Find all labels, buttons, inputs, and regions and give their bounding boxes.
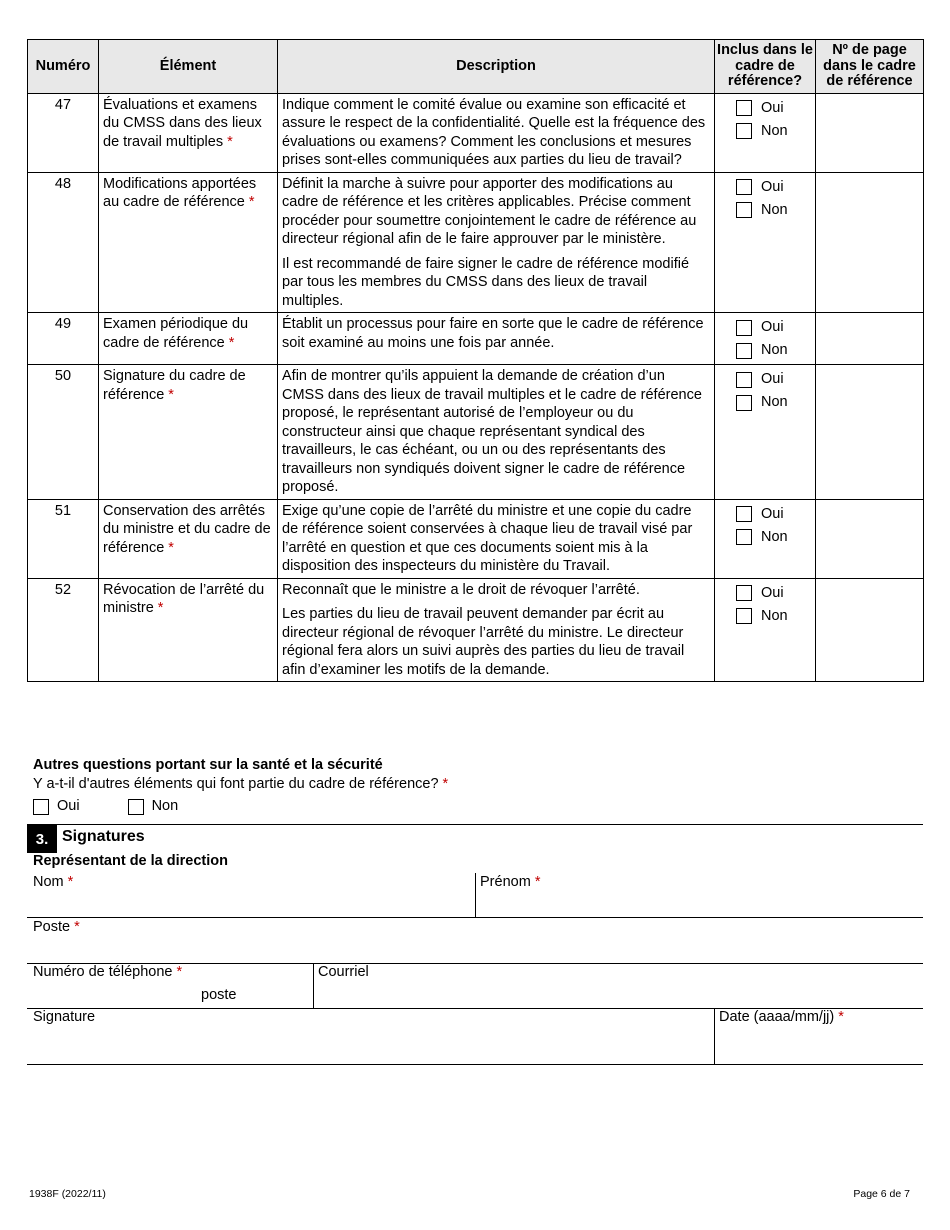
- row-description: [278, 93, 715, 172]
- included-no-option[interactable]: Non: [719, 199, 811, 222]
- row-number: 51: [28, 499, 99, 578]
- row-number: 48: [28, 172, 99, 313]
- description-paragraph: Exige qu’une copie de l’arrêté du ministre et une copie du cadre de référence soient conservées à chaque lieu de travail visé par l’arrêté en question et que ces documents soient mis à la disposition des inspecteurs du ministère du Travail.: [282, 502, 693, 574]
- management-rep-heading: Représentant de la direction: [33, 853, 228, 869]
- included-yes-option[interactable]: Oui: [719, 368, 811, 391]
- included-yes-option[interactable]: Oui: [719, 97, 811, 120]
- row-included: [715, 313, 816, 365]
- row-element: [99, 365, 278, 500]
- included-no-checkbox[interactable]: [736, 123, 752, 139]
- description-paragraph: Reconnaît que le ministre a le droit de révoquer l’arrêté.: [282, 581, 640, 598]
- description-paragraph: Établit un processus pour faire en sorte que le cadre de référence soit examiné au moins une fois par année.: [282, 316, 704, 351]
- row-included: [715, 365, 816, 500]
- header-inclus: Inclus dans le cadre de référence?: [715, 40, 816, 94]
- divider: [714, 1008, 715, 1064]
- row-description: [278, 499, 715, 578]
- required-marker: *: [227, 133, 233, 150]
- extension-input[interactable]: [240, 982, 312, 1006]
- row-element: [99, 172, 278, 313]
- table-row: [28, 172, 924, 313]
- included-no-option[interactable]: Non: [719, 526, 811, 549]
- element-label: Modifications apportées au cadre de référence: [103, 175, 257, 210]
- included-no-option[interactable]: Non: [719, 605, 811, 628]
- nom-input[interactable]: [28, 893, 474, 916]
- element-label: Signature du cadre de référence: [103, 368, 246, 403]
- element-label: Examen périodique du cadre de référence: [103, 316, 249, 351]
- extension-label: poste: [201, 987, 237, 1003]
- row-included: [715, 93, 816, 172]
- required-marker: *: [168, 386, 174, 403]
- included-yes-checkbox[interactable]: [736, 100, 752, 116]
- row-element: [99, 499, 278, 578]
- required-marker: *: [157, 600, 164, 616]
- divider: [27, 1064, 923, 1065]
- required-marker: *: [228, 334, 235, 351]
- telephone-label: Numéro de téléphone *: [33, 964, 183, 980]
- description-paragraph: Indique comment le comité évalue ou examine son efficacité et assure le respect de la confidentialité. Quelle est la fréquence des évaluations ou examens? Comment les conclusions et mesures prises sont-elles communiquées aux parties du lieu de travail?: [282, 96, 706, 168]
- included-yes-checkbox[interactable]: [736, 585, 752, 601]
- telephone-input[interactable]: [28, 982, 196, 1006]
- section-3-header: [27, 824, 923, 848]
- description-paragraph: Définit la marche à suivre pour apporter des modifications au cadre de référence et les critères applicables. Précise comment procéder pour soumettre conjointement le cadre de référence au directeur régional afin de le faire approuver par le ministère.: [282, 175, 697, 247]
- poste-input[interactable]: [28, 938, 922, 962]
- header-description: Description: [278, 40, 715, 94]
- included-yes-checkbox[interactable]: [736, 372, 752, 388]
- table-row: [28, 578, 924, 682]
- row-page-number-input[interactable]: [816, 172, 924, 313]
- section-title: Signatures: [62, 828, 145, 845]
- row-page-number-input[interactable]: [816, 578, 924, 682]
- row-element: [99, 313, 278, 365]
- element-label: Révocation de l’arrêté du ministre: [103, 581, 265, 616]
- section-number: 3.: [27, 825, 57, 853]
- courriel-input[interactable]: [315, 982, 922, 1006]
- other-questions: [33, 756, 448, 815]
- table-row: [28, 313, 924, 365]
- nom-label: Nom *: [33, 874, 74, 890]
- row-number: 52: [28, 578, 99, 682]
- included-yes-option[interactable]: Oui: [719, 316, 811, 339]
- included-yes-option[interactable]: Oui: [719, 176, 811, 199]
- row-page-number-input[interactable]: [816, 93, 924, 172]
- row-description: [278, 578, 715, 682]
- other-yes-checkbox[interactable]: [33, 799, 49, 815]
- included-no-checkbox[interactable]: [736, 202, 752, 218]
- date-label: Date (aaaa/mm/jj) *: [719, 1009, 844, 1025]
- included-yes-checkbox[interactable]: [736, 179, 752, 195]
- header-numero: Numéro: [28, 40, 99, 94]
- included-yes-option[interactable]: Oui: [719, 582, 811, 605]
- row-number: 47: [28, 93, 99, 172]
- divider: [27, 917, 923, 918]
- included-yes-option[interactable]: Oui: [719, 503, 811, 526]
- other-no-checkbox[interactable]: [128, 799, 144, 815]
- other-questions-question: Y a-t-il d'autres éléments qui font partie du cadre de référence? *: [33, 776, 449, 792]
- description-paragraph: Il est recommandé de faire signer le cadre de référence modifié par tous les membres du CMSS dans des lieux de travail multiples.: [282, 255, 690, 309]
- element-label: Conservation des arrêtés du ministre et du cadre de référence: [103, 502, 271, 556]
- row-description: [278, 313, 715, 365]
- divider: [313, 963, 314, 1008]
- page-number: Page 6 de 7: [853, 1188, 910, 1200]
- other-questions-heading: Autres questions portant sur la santé et la sécurité: [33, 757, 383, 773]
- row-description: [278, 365, 715, 500]
- row-number: 49: [28, 313, 99, 365]
- divider: [475, 873, 476, 917]
- row-element: [99, 578, 278, 682]
- other-yes-option[interactable]: Oui: [33, 797, 80, 815]
- required-marker: *: [248, 194, 255, 210]
- table-row: [28, 499, 924, 578]
- included-no-checkbox[interactable]: [736, 608, 752, 624]
- included-no-option[interactable]: Non: [719, 120, 811, 143]
- element-label: Évaluations et examens du CMSS dans des lieux de travail multiples: [103, 96, 262, 150]
- included-no-checkbox[interactable]: [736, 529, 752, 545]
- header-page-number: Nº de page dans le cadre de référence: [816, 40, 924, 94]
- terms-of-reference-table: [27, 39, 924, 682]
- date-input[interactable]: [716, 1028, 922, 1063]
- table-row: [28, 93, 924, 172]
- row-element: [99, 93, 278, 172]
- signature-field[interactable]: [28, 1028, 713, 1063]
- description-paragraph: Afin de montrer qu’ils appuient la demande de création d’un CMSS dans des lieux de travail multiples et le cadre de référence proposé, le représentant autorisé de l’employeur ou du constructeur ainsi que chaque représentant syndical des travailleurs, le cas échéant, ou un ou des représentants des travailleurs non syndiqués doivent signer le cadre de référence proposé.: [282, 368, 702, 495]
- row-included: [715, 499, 816, 578]
- included-yes-checkbox[interactable]: [736, 320, 752, 336]
- required-marker: *: [168, 539, 174, 556]
- included-no-option[interactable]: Non: [719, 339, 811, 362]
- row-included: [715, 172, 816, 313]
- prenom-input[interactable]: [477, 893, 922, 916]
- row-number: 50: [28, 365, 99, 500]
- included-no-checkbox[interactable]: [736, 343, 752, 359]
- included-yes-checkbox[interactable]: [736, 506, 752, 522]
- header-element: Élément: [99, 40, 278, 94]
- table-row: [28, 365, 924, 500]
- poste-label: Poste *: [33, 919, 80, 935]
- row-included: [715, 578, 816, 682]
- form-id: 1938F (2022/11): [29, 1188, 106, 1200]
- signature-label: Signature: [33, 1009, 96, 1025]
- row-page-number-input[interactable]: [816, 313, 924, 365]
- included-no-checkbox[interactable]: [736, 395, 752, 411]
- row-description: [278, 172, 715, 313]
- included-no-option[interactable]: Non: [719, 391, 811, 414]
- row-page-number-input[interactable]: [816, 499, 924, 578]
- other-no-option[interactable]: Non: [128, 797, 179, 815]
- courriel-label: Courriel: [318, 964, 369, 980]
- description-paragraph: Les parties du lieu de travail peuvent demander par écrit au directeur régional de révoquer l’arrêté du ministre. Le directeur régional fera alors un suivi auprès des parties du lieu de travail afin d’examiner les motifs de la demande.: [282, 606, 685, 678]
- row-page-number-input[interactable]: [816, 365, 924, 500]
- prenom-label: Prénom *: [480, 874, 541, 890]
